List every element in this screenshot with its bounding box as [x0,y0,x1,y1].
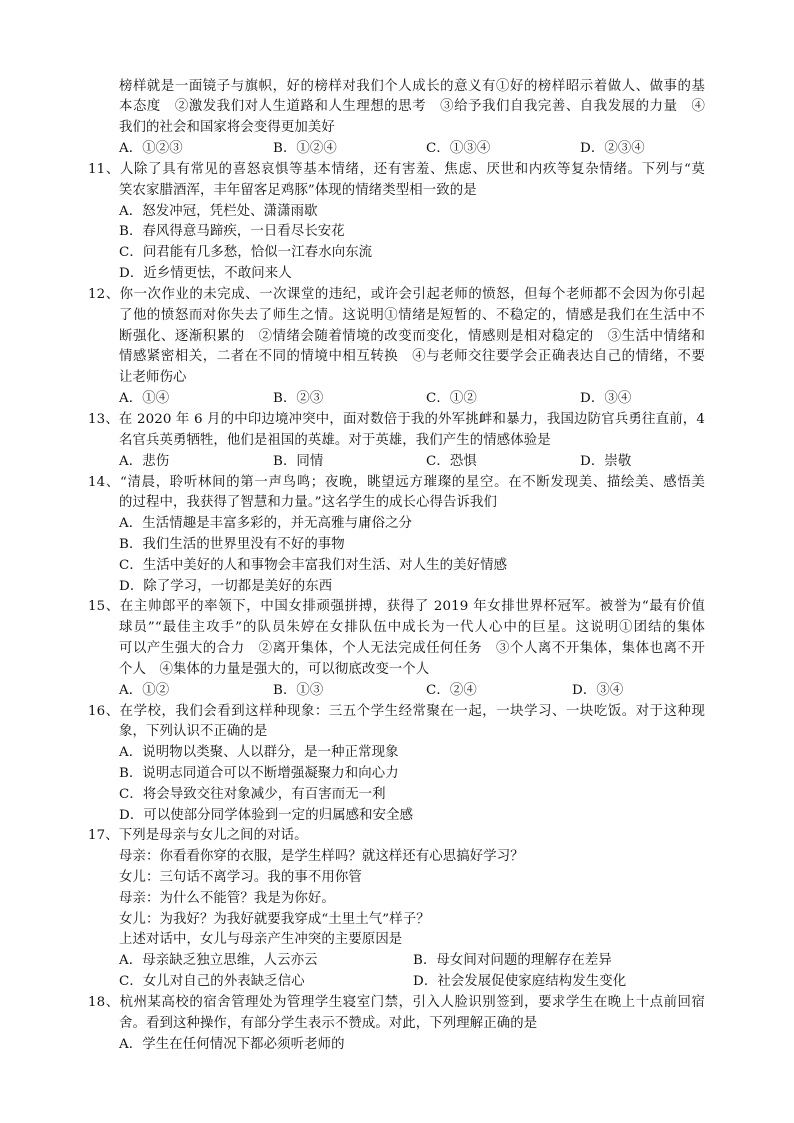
q16-option-b: B．说明志同道合可以不断增强凝聚力和向心力 [119,766,399,781]
q16-line-2: 象，下列认识不正确的是 [119,724,268,739]
q11-option-b: B．春风得意马蹄疾，一日看尽长安花 [119,224,345,239]
q10-option-a: A．①②③ [119,141,183,156]
q15-option-b: B．①③ [273,683,324,698]
q16-option-c: C．将会导致交往对象减少，有百害而无一利 [119,787,386,802]
q17-dialogue-1: 母亲：你看看你穿的衣服，是学生样吗？就这样还有心思搞好学习？ [119,849,524,864]
q10-option-b: B．①②④ [273,141,337,156]
q13-option-d: D．崇敬 [580,454,632,469]
q17-stem: 上述对话中，女儿与母亲产生冲突的主要原因是 [119,932,403,947]
q12-line-3: 断强化、逐渐积累的 ②情绪会随着情境的改变而变化，情感则是相对稳定的 ③生活中情绪和 [119,329,705,344]
q12-option-a: A．①④ [119,391,170,406]
q11-option-c: C．问君能有几多愁，恰似一江春水向东流 [119,245,373,260]
q10-line-1: 榜样就是一面镜子与旗帜，好的榜样对我们个人成长的意义有①好的榜样昭示着做人、做事的基 [119,79,705,94]
q12-option-d: D．③④ [580,391,632,406]
q13-line-1: 13、在 2020 年 6 月的中印边境冲突中，面对数倍于我的外军挑衅和暴力，我国边防官兵勇往直前，4 [88,412,705,427]
q14-option-c: C．生活中美好的人和事物会丰富我们对生活、对人生的美好情感 [119,558,508,573]
q17-line-1: 17、下列是母亲与女儿之间的对话。 [88,828,308,843]
q12-option-c: C．①② [426,391,477,406]
q18-option-a: A．学生在任何情况下都必须听老师的 [119,1037,345,1052]
q16-line-1: 16、在学校，我们会看到这样种现象：三五个学生经常聚在一起，一块学习、一块吃饭。对于这种现 [88,704,705,719]
q14-line-2: 的过程中，我获得了智慧和力量。”这名学生的成长心得告诉我们 [119,495,497,510]
q14-option-a: A．生活情趣是丰富多彩的，并无高雅与庸俗之分 [119,516,413,531]
q11-line-1: 11、人除了具有常见的喜怒哀惧等基本情绪，还有害羞、焦虑、厌世和内疚等复杂情绪。下列与“莫 [88,162,705,177]
q14-option-d: D．除了学习，一切都是美好的东西 [119,579,333,594]
q11-option-a: A．怒发冲冠，凭栏处、潇潇雨歇 [119,204,318,219]
q15-line-3: 可以产生强大的合力 ②离开集体，个人无法完成任何任务 ③个人离不开集体，集体也离不开 [119,641,705,656]
q11-line-2: 笑农家腊酒浑，丰年留客足鸡豚”体现的情绪类型相一致的是 [119,183,477,198]
q18-line-1: 18、杭州某高校的宿舍管理处为管理学生寝室门禁，引入人脸识别签到，要求学生在晚上十点前回宿 [88,995,705,1010]
q17-option-b: B．母女间对问题的理解存在差异 [413,953,612,968]
q17-option-d: D．社会发展促使家庭结构发生变化 [413,974,627,989]
q18-line-2: 舍。看到这种操作，有部分学生表示不赞成。对此，下列理解正确的是 [119,1016,538,1031]
q10-line-2: 本态度 ②激发我们对人生道路和人生理想的思考 ③给予我们自我完善、自我发展的力量 ④ [119,99,705,114]
q15-line-2: 球员”“最佳主攻手”的队员朱婷在女排队伍中成长为一代人心中的巨星。这说明①团结的集体 [119,620,705,635]
q11-option-d: D．近乡情更怯，不敢问来人 [119,266,292,281]
q10-option-c: C．①③④ [426,141,491,156]
q10-line-3: 我们的社会和国家将会变得更加美好 [119,120,335,135]
q12-line-5: 让老师伤心 [119,370,187,385]
q10-option-d: D．②③④ [580,141,645,156]
q17-option-c: C．女儿对自己的外表缺乏信心 [119,974,305,989]
q13-option-a: A．悲伤 [119,454,170,469]
q12-line-2: 了他的愤怒而对你失去了师生之情。这说明①情绪是短暂的、不稳定的，情感是我们在生活中不 [119,308,705,323]
q16-option-d: D．可以使部分同学体验到一定的归属感和安全感 [119,808,414,823]
q15-line-1: 15、在主帅郎平的率领下，中国女排顽强拼搏，获得了 2019 年女排世界杯冠军。被誉为“最有价值 [88,599,705,614]
q15-line-4: 个人 ④集体的力量是强大的，可以彻底改变一个人 [119,662,430,677]
q17-option-a: A．母亲缺乏独立思维，人云亦云 [119,953,318,968]
q17-dialogue-2: 女儿：三句话不离学习。我的事不用你管 [119,870,362,885]
q13-line-2: 名官兵英勇牺牲，他们是祖国的英雄。对于英雄，我们产生的情感体验是 [119,433,551,448]
q14-option-b: B．我们生活的世界里没有不好的事物 [119,537,345,552]
q17-dialogue-4: 女儿：为我好？为我好就要我穿成“土里土气”样子？ [119,912,430,927]
q15-option-a: A．①② [119,683,170,698]
q15-option-d: D．③④ [572,683,624,698]
q12-option-b: B．②③ [273,391,324,406]
q13-option-b: B．同情 [273,454,324,469]
q12-line-1: 12、你一次作业的未完成、一次课堂的违纪，或许会引起老师的愤怒，但每个老师都不会因为你引起 [88,287,705,302]
q16-option-a: A．说明物以类聚、人以群分，是一种正常现象 [119,745,399,760]
q14-line-1: 14、“清晨，聆听林间的第一声鸟鸣；夜晚，眺望远方璀璨的星空。在不断发现美、描绘美、感悟美 [88,475,705,490]
q12-line-4: 情感紧密相关，二者在不同的情境中相互转换 ④与老师交往要学会正确表达自己的情绪，不要 [119,349,705,364]
q17-dialogue-3: 母亲：为什么不能管？我是为你好。 [119,891,335,906]
q13-option-c: C．恐惧 [426,454,477,469]
q15-option-c: C．②④ [426,683,477,698]
